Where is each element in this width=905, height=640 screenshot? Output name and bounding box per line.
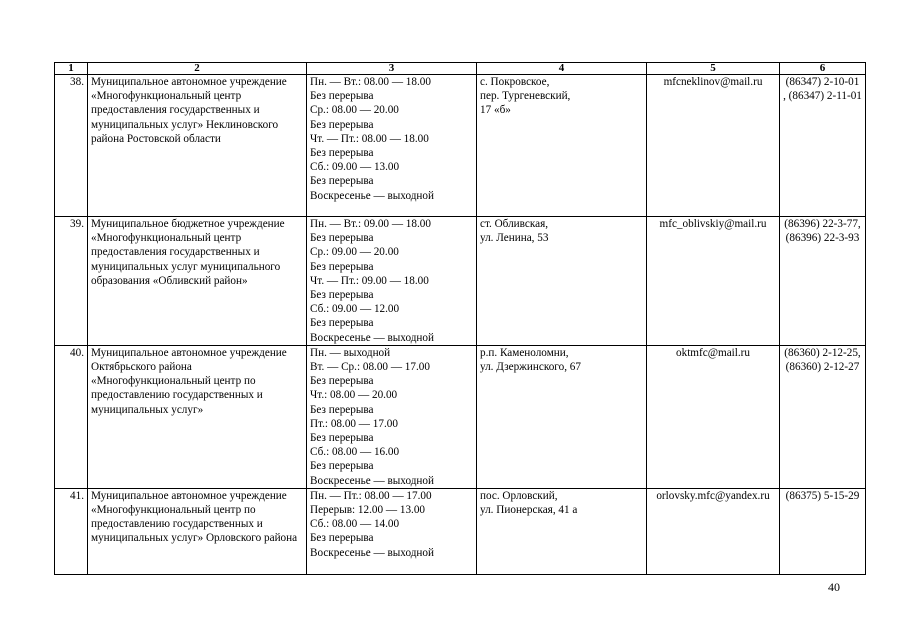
hours-line: Без перерыва [310, 118, 374, 131]
address [477, 75, 647, 217]
organization-text: Муниципальное автономное учреждение Октябрьского района «Многофункциональный центр по предоставлению государственных и муниципальных услуг» [91, 346, 287, 416]
working-hours [307, 75, 477, 217]
mfc-table [54, 62, 866, 575]
hours-line: Без перерыва [310, 317, 374, 330]
address-line: с. Покровское, [480, 76, 550, 88]
hours-line: Сб.: 08.00 — 16.00 [310, 446, 400, 459]
row-number: 39. [55, 217, 88, 346]
address-line: 17 «б» [480, 104, 511, 117]
address-line: ул. Дзержинского, 67 [480, 361, 581, 374]
hours-line: Пн. — Пт.: 08.00 — 17.00 [310, 489, 432, 502]
working-hours [307, 217, 477, 346]
hours-line: Воскресенье — выходной [310, 189, 434, 202]
working-hours [307, 488, 477, 574]
hours-line: Без перерыва [310, 403, 374, 416]
hours-line: Без перерыва [310, 432, 374, 445]
hours-line: Сб.: 08.00 — 14.00 [310, 518, 400, 531]
hours-line: Сб.: 09.00 — 13.00 [310, 161, 400, 174]
address [477, 488, 647, 574]
hours-line: Вт. — Ср.: 08.00 — 17.00 [310, 361, 430, 374]
hours-line: Чт. — Пт.: 09.00 — 18.00 [310, 274, 429, 287]
phone-numbers: (86375) 5-15-29 [780, 488, 866, 574]
organization-name [88, 75, 307, 217]
email: orlovsky.mfc@yandex.ru [647, 488, 780, 574]
address-line: ул. Пионерская, 41 а [480, 504, 578, 517]
organization-text: Муниципальное бюджетное учреждение «Многофункциональный центр предоставления государственных и муниципальных услуг муниципального образования «Обливский район» [91, 218, 285, 287]
hours-line: Без перерыва [310, 232, 374, 245]
organization-name [88, 488, 307, 574]
hours-line: Пн. — выходной [310, 346, 391, 359]
header-cell-6: 6 [780, 63, 866, 75]
table-row [55, 488, 866, 574]
header-cell-2: 2 [88, 63, 307, 75]
address-line: ул. Ленина, 53 [480, 232, 549, 245]
hours-line: Чт. — Пт.: 08.00 — 18.00 [310, 132, 429, 145]
email: oktmfc@mail.ru [647, 345, 780, 488]
organization-text: Муниципальное автономное учреждение «Многофункциональный центр предоставления государственных и муниципальных услуг» Неклиновского района Ростовской области [91, 76, 287, 145]
hours-line: Воскресенье — выходной [310, 474, 434, 487]
hours-line: Без перерыва [310, 532, 374, 545]
address-line: р.п. Каменоломни, [480, 346, 569, 359]
organization-name [88, 217, 307, 346]
hours-line: Пн. — Вт.: 09.00 — 18.00 [310, 218, 431, 230]
hours-line: Ср.: 08.00 — 20.00 [310, 104, 399, 117]
organization-text: Муниципальное автономное учреждение «Многофункциональный центр по предоставлению государственных и муниципальных услуг» Орловского района [91, 489, 298, 545]
hours-line: Без перерыва [310, 90, 374, 103]
hours-line: Без перерыва [310, 289, 374, 302]
table-row [55, 217, 866, 346]
header-row [55, 63, 866, 75]
hours-line: Без перерыва [310, 147, 374, 160]
hours-line: Без перерыва [310, 260, 374, 273]
organization-name [88, 345, 307, 488]
hours-line: Воскресенье — выходной [310, 546, 434, 559]
header-cell-4: 4 [477, 63, 647, 75]
address [477, 345, 647, 488]
hours-line: Сб.: 09.00 — 12.00 [310, 303, 400, 316]
header-cell-1: 1 [55, 63, 88, 75]
table-row [55, 75, 866, 217]
row-number: 41. [55, 488, 88, 574]
phone-numbers: (86360) 2-12-25, (86360) 2-12-27 [780, 345, 866, 488]
header-cell-3: 3 [307, 63, 477, 75]
working-hours [307, 345, 477, 488]
address-line: пер. Тургеневский, [480, 90, 571, 103]
hours-line: Без перерыва [310, 375, 374, 388]
table-row [55, 345, 866, 488]
hours-line: Без перерыва [310, 460, 374, 473]
address-line: пос. Орловский, [480, 489, 558, 502]
row-number: 40. [55, 345, 88, 488]
row-number: 38. [55, 75, 88, 217]
hours-line: Без перерыва [310, 175, 374, 188]
address-line: ст. Обливская, [480, 218, 549, 230]
header-cell-5: 5 [647, 63, 780, 75]
phone-numbers: (86396) 22-3-77, (86396) 22-3-93 [780, 217, 866, 346]
email: mfc_oblivskiy@mail.ru [647, 217, 780, 346]
hours-line: Перерыв: 12.00 — 13.00 [310, 504, 426, 517]
hours-line: Чт.: 08.00 — 20.00 [310, 389, 398, 402]
hours-line: Пт.: 08.00 — 17.00 [310, 417, 398, 430]
page-number: 40 [828, 580, 840, 594]
hours-line: Пн. — Вт.: 08.00 — 18.00 [310, 76, 431, 88]
phone-numbers: (86347) 2-10-01 , (86347) 2-11-01 [780, 75, 866, 217]
hours-line: Ср.: 09.00 — 20.00 [310, 246, 399, 259]
address [477, 217, 647, 346]
email: mfcneklinov@mail.ru [647, 75, 780, 217]
hours-line: Воскресенье — выходной [310, 331, 434, 344]
